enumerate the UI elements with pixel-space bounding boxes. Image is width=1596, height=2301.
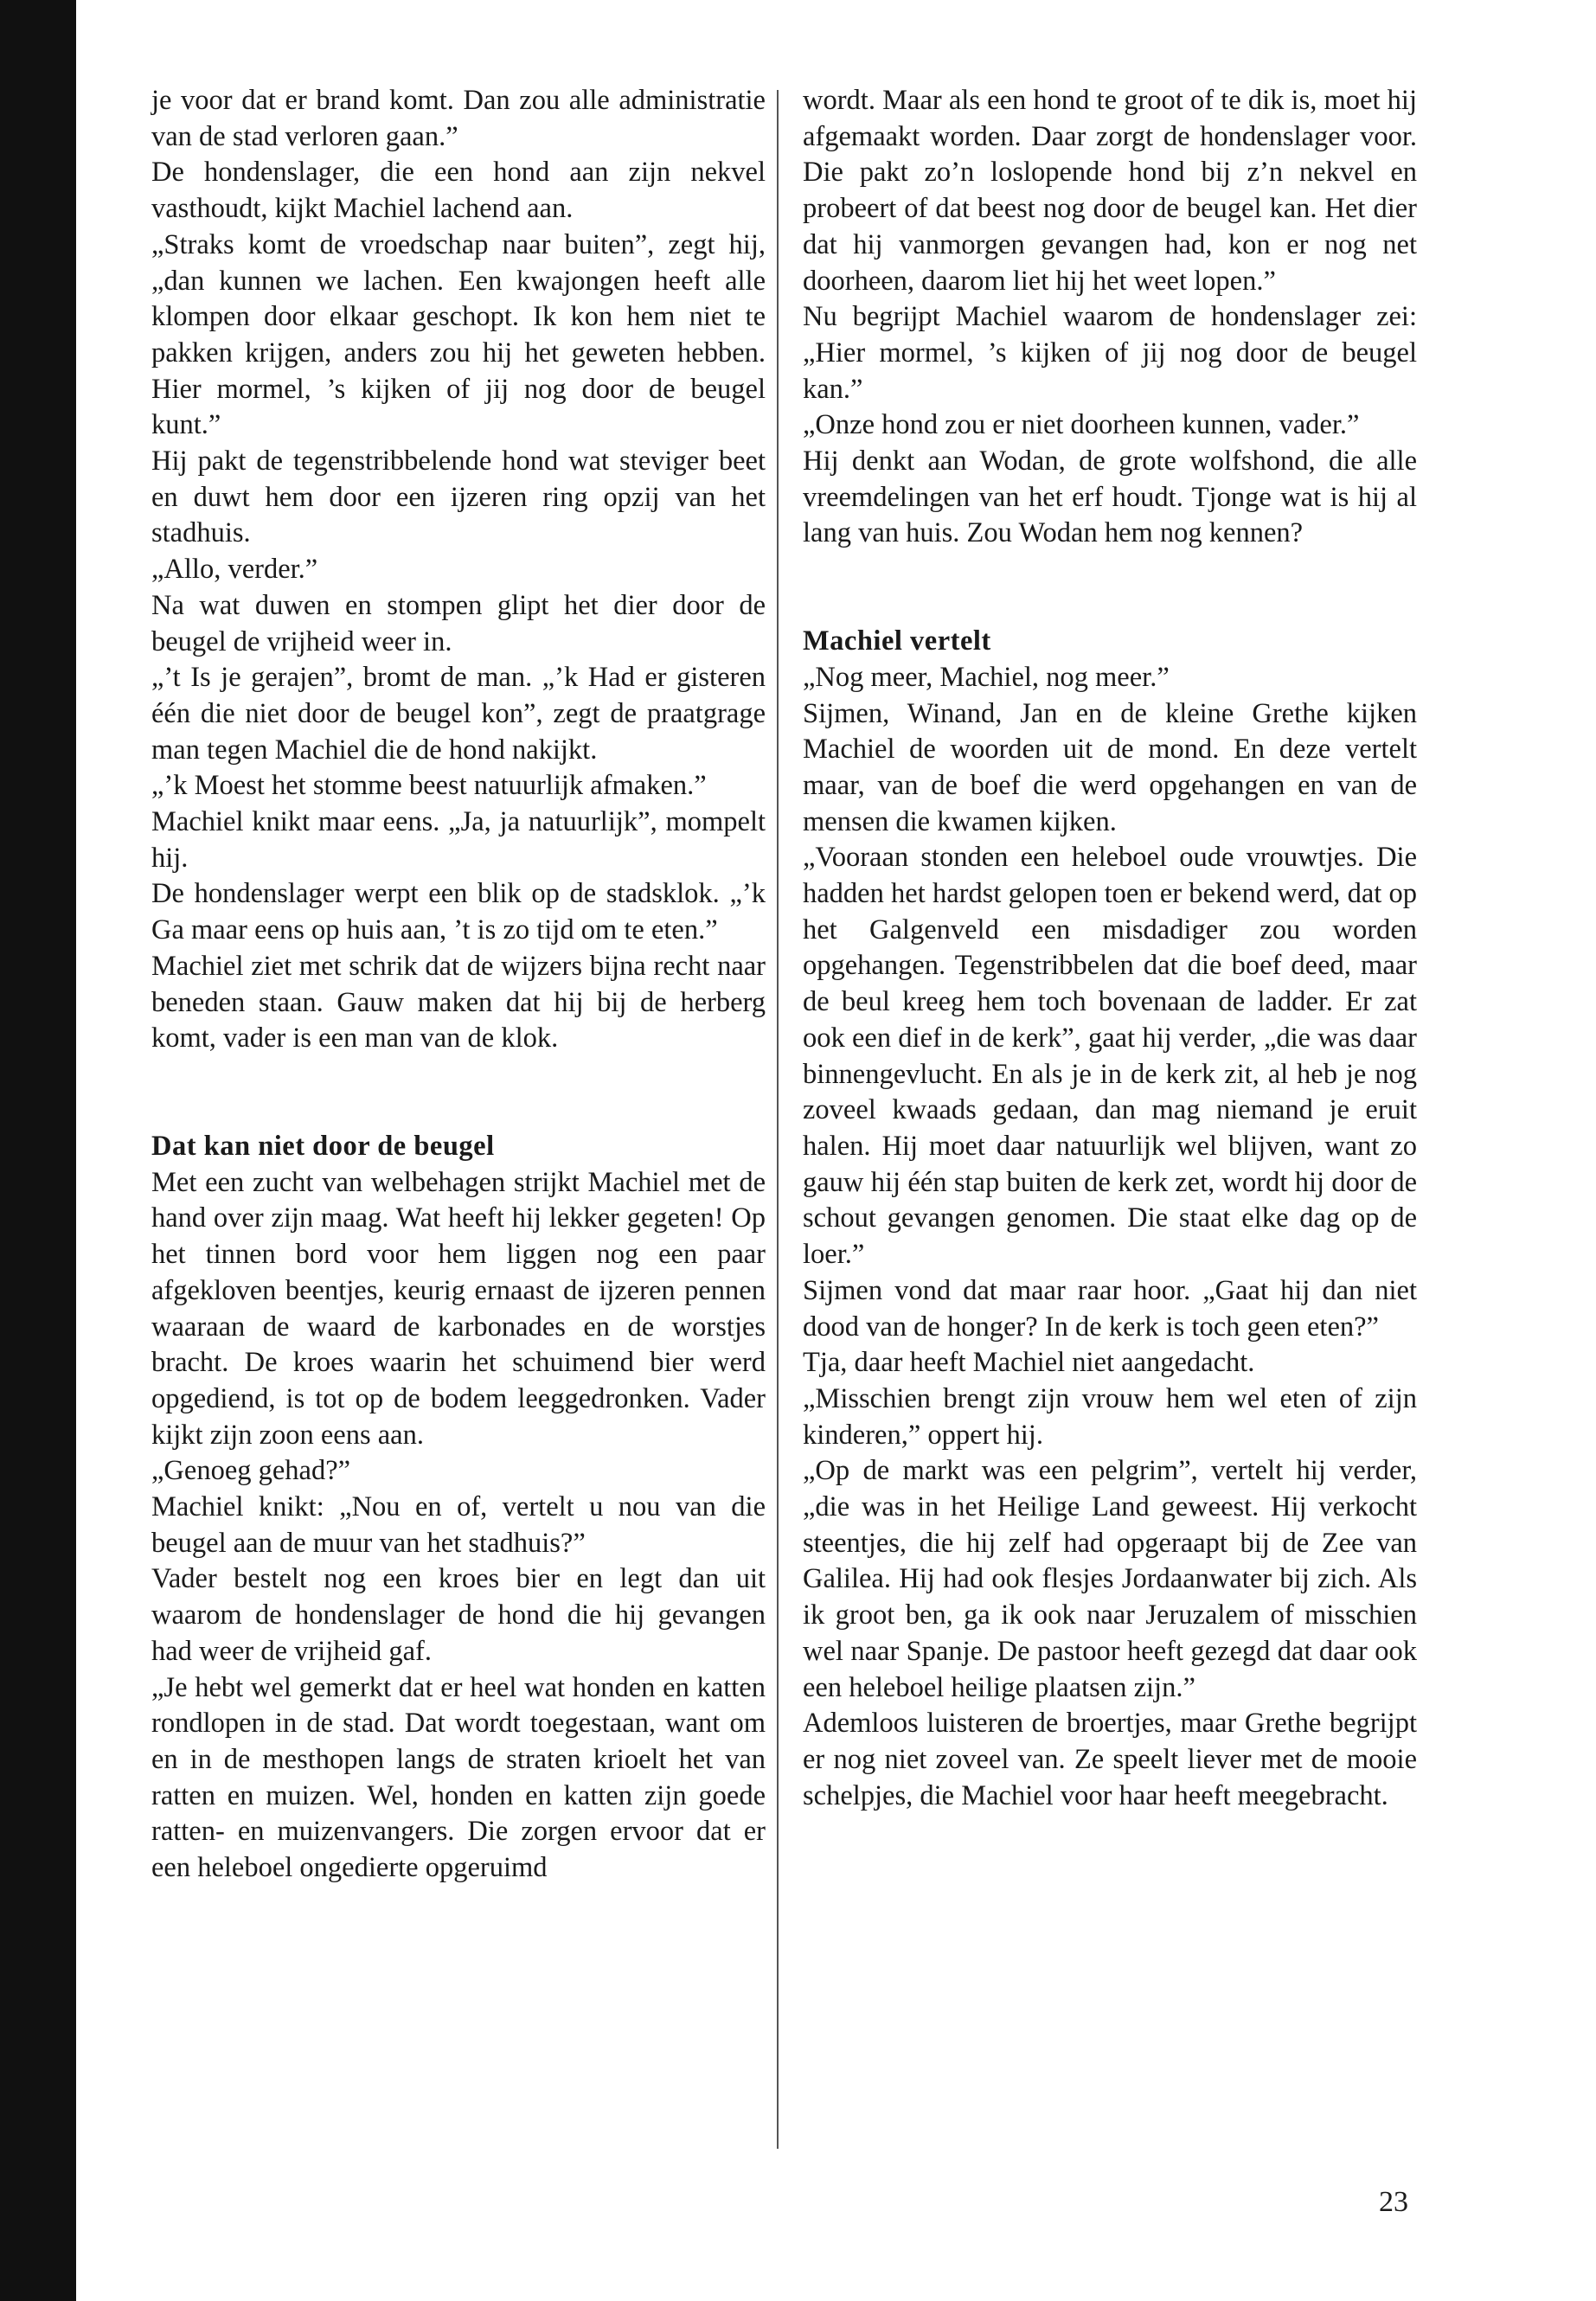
left-paragraph-5: „Allo, verder.” — [151, 554, 318, 586]
left-paragraph-13: „Genoeg gehad?” — [151, 1455, 351, 1487]
page-number: 23 — [1379, 2186, 1408, 2218]
right-paragraph-2: Nu begrijpt Machiel waarom de hondenslager zei: „Hier mormel, ’s kijken of jij nog door de beugel kan.” — [803, 301, 1417, 405]
column-divider — [777, 90, 779, 2149]
left-column — [151, 83, 766, 1887]
section-gap — [151, 1057, 766, 1129]
left-paragraph-6: Na wat duwen en stompen glipt het dier door de beugel de vrijheid weer in. — [151, 589, 766, 657]
left-paragraph-7: „’t Is je gerajen”, bromt de man. „’k Had er gisteren één die niet door de beugel kon”, zegt de praatgrage man tegen Machiel die de hond nakijkt. — [151, 662, 766, 766]
right-paragraph-9: Tja, daar heeft Machiel niet aangedacht. — [803, 1347, 1255, 1379]
right-paragraph-4: Hij denkt aan Wodan, de grote wolfshond, die alle vreemdelingen van het erf houdt. Tjonge wat is hij al lang van huis. Zou Wodan hem nog kennen? — [803, 445, 1417, 549]
right-paragraph-12: Ademloos luisteren de broertjes, maar Grethe begrijpt er nog niet zoveel van. Ze speelt liever met de mooie schelpjes, die Machiel voor haar heeft meegebracht. — [803, 1708, 1417, 1811]
left-paragraph-3: „Straks komt de vroedschap naar buiten”, zegt hij, „dan kunnen we lachen. Een kwajongen heeft alle klompen door elkaar geschopt. Ik kon hem niet te pakken krijgen, anders zou hij het geweten hebben. Hier mormel, ’s kijken of jij nog door de beugel kunt.” — [151, 228, 766, 441]
left-paragraph-11: Machiel ziet met schrik dat de wijzers bijna recht naar beneden staan. Gauw maken dat hij bij de herberg komt, vader is een man van de klok. — [151, 950, 766, 1054]
section-gap — [803, 552, 1417, 624]
right-paragraph-6: Sijmen, Winand, Jan en de kleine Grethe kijken Machiel de woorden uit de mond. En deze vertelt maar, van de boef die werd opgehangen en van de mensen die kwamen kijken. — [803, 697, 1417, 837]
left-paragraph-10: De hondenslager werpt een blik op de stadsklok. „’k Ga maar eens op huis aan, ’t is zo tijd om te eten.” — [151, 878, 766, 946]
right-column — [803, 83, 1417, 1814]
left-paragraph-4: Hij pakt de tegenstribbelende hond wat steviger beet en duwt hem door een ijzeren ring opzij van het stadhuis. — [151, 445, 766, 549]
right-paragraph-8: Sijmen vond dat maar raar hoor. „Gaat hij dan niet dood van de honger? In de kerk is toch geen eten?” — [803, 1274, 1417, 1343]
right-paragraph-10: „Misschien brengt zijn vrouw hem wel eten of zijn kinderen,” oppert hij. — [803, 1382, 1417, 1451]
left-paragraph-15: Vader bestelt nog een kroes bier en legt dan uit waarom de hondenslager de hond die hij gevangen had weer de vrijheid gaf. — [151, 1563, 766, 1667]
left-paragraph-8: „’k Moest het stomme beest natuurlijk afmaken.” — [151, 770, 707, 802]
right-paragraph-3: „Onze hond zou er niet doorheen kunnen, vader.” — [803, 409, 1360, 441]
scan-edge-bar — [0, 0, 76, 2301]
section-heading-beugel: Dat kan niet door de beugel — [151, 1130, 495, 1162]
right-paragraph-1: wordt. Maar als een hond te groot of te dik is, moet hij afgemaakt worden. Daar zorgt de hondenslager voor. Die pakt zo’n loslopende hond bij z’n nekvel en probeert of dat beest nog door de beugel kan. Het dier dat hij vanmorgen gevangen had, kon er nog net doorheen, daarom liet hij het weet lopen.” — [803, 85, 1417, 297]
left-paragraph-2: De hondenslager, die een hond aan zijn nekvel vasthoudt, kijkt Machiel lachend aan. — [151, 157, 766, 225]
right-paragraph-11: „Op de markt was een pelgrim”, vertelt hij verder, „die was in het Heilige Land geweest. Hij verkocht steentjes, die hij zelf had opgeraapt bij de Zee van Galilea. Hij had ook flesjes Jordaanwater bij zich. Als ik groot ben, ga ik ook naar Jeruzalem of misschien wel naar Spanje. De pastoor heeft gezegd dat daar ook een heleboel heilige plaatsen zijn.” — [803, 1455, 1417, 1703]
left-paragraph-1: je voor dat er brand komt. Dan zou alle administratie van de stad verloren gaan.” — [151, 85, 766, 152]
left-paragraph-12: Met een zucht van welbehagen strijkt Machiel met de hand over zijn maag. Wat heeft hij lekker gegeten! Op het tinnen bord voor hem liggen nog een paar afgekloven beentjes, keurig ernaast de ijzeren pennen waaraan de waard de karbonades en de worstjes bracht. De kroes waarin het schuimend bier werd opgediend, is tot op de bodem leeggedronken. Vader kijkt zijn zoon eens aan. — [151, 1166, 766, 1451]
right-paragraph-5: „Nog meer, Machiel, nog meer.” — [803, 661, 1170, 693]
section-heading-machiel: Machiel vertelt — [803, 625, 991, 657]
left-paragraph-14: Machiel knikt: „Nou en of, vertelt u nou van die beugel aan de muur van het stadhuis?” — [151, 1491, 766, 1559]
right-paragraph-7: „Vooraan stonden een heleboel oude vrouwtjes. Die hadden het hardst gelopen toen er bekend werd, dat op het Galgenveld een misdadiger zou worden opgehangen. Tegenstribbelen dat die boef deed, maar de beul kreeg hem toch bovenaan de ladder. Er zat ook een dief in de kerk”, gaat hij verder, „die was daar binnengevlucht. En als je in de kerk zit, al heb je nog zoveel kwaads gedaan, dan mag niemand je eruit halen. Hij moet daar natuurlijk wel blijven, want zo gauw hij één stap buiten de kerk zet, wordt hij door de schout gevangen genomen. Die staat elke dag op de loer.” — [803, 842, 1417, 1271]
left-paragraph-16: „Je hebt wel gemerkt dat er heel wat honden en katten rondlopen in de stad. Dat wordt toegestaan, want om en in de mesthopen langs de straten krioelt het van ratten en muizen. Wel, honden en katten zijn goede ratten- en muizenvangers. Die zorgen ervoor dat er een heleboel ongedierte opgeruimd — [151, 1671, 766, 1884]
left-paragraph-9: Machiel knikt maar eens. „Ja, ja natuurlijk”, mompelt hij. — [151, 806, 766, 874]
